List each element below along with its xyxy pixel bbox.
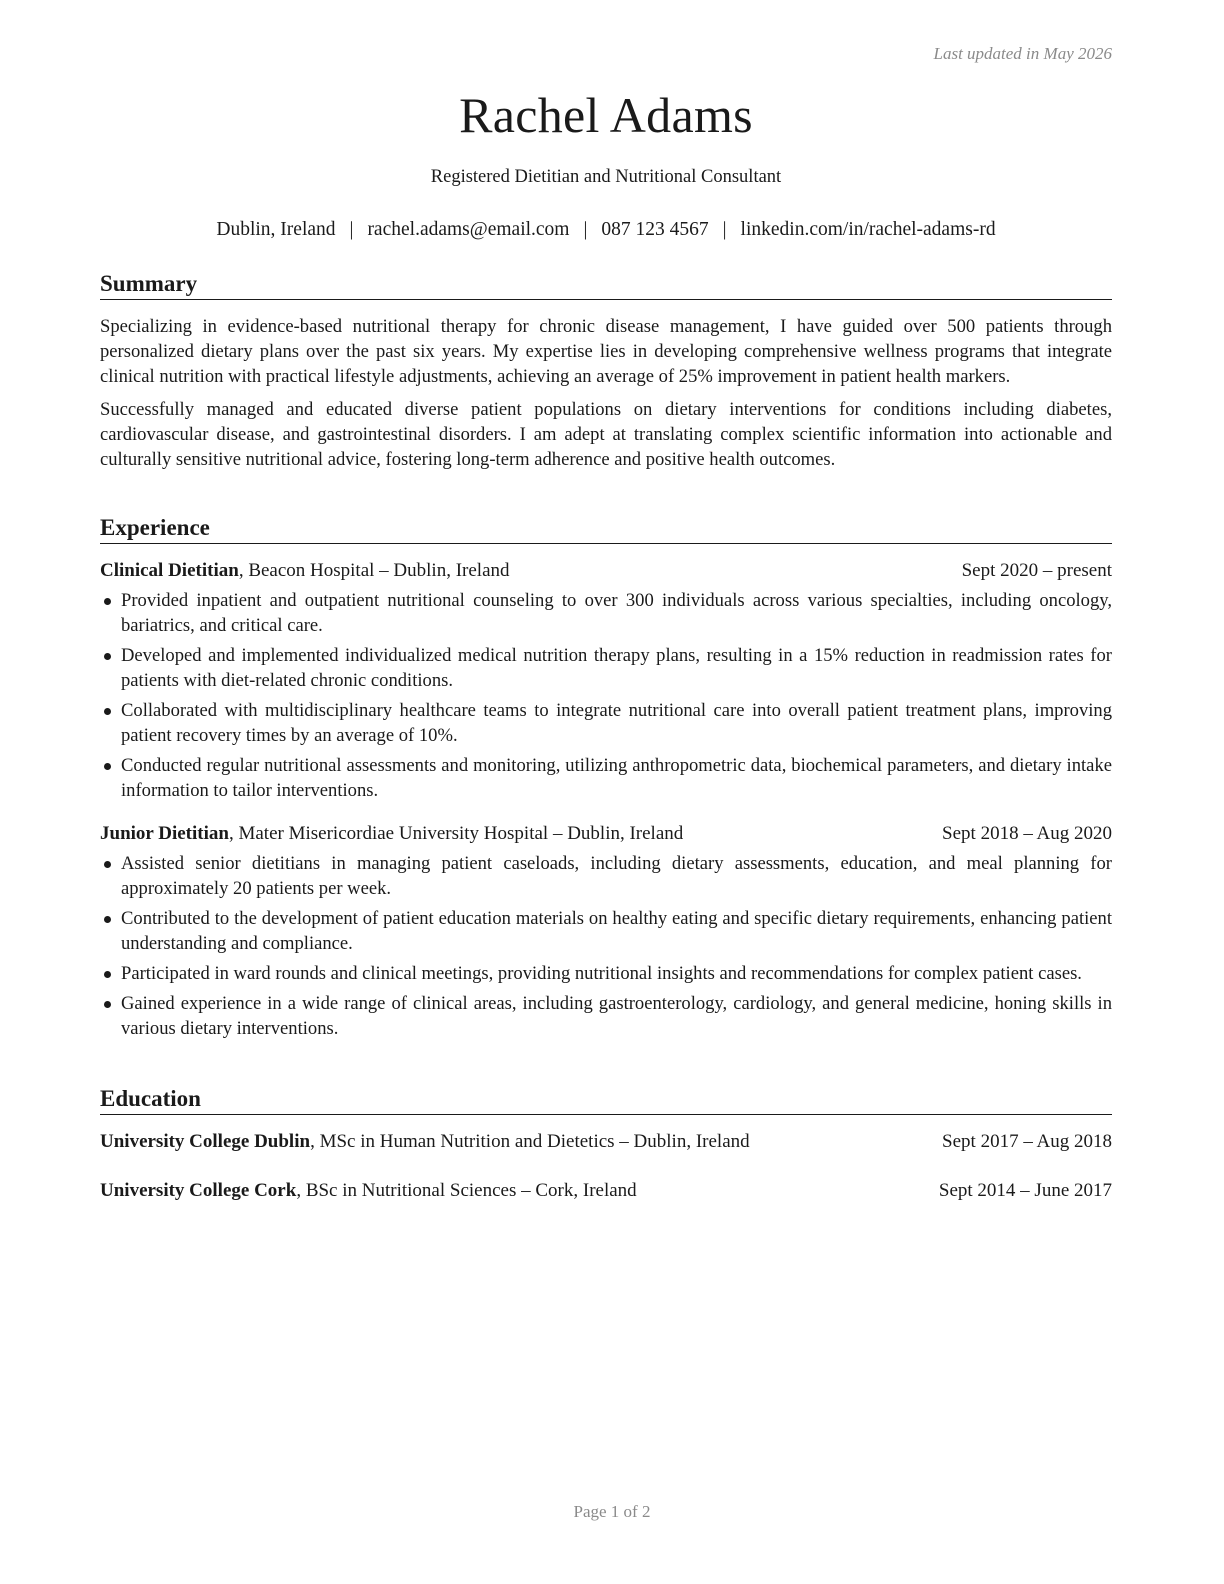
- job-header: [100, 558, 1112, 583]
- bullet-text: Participated in ward rounds and clinical meetings, providing nutritional insights and recommendations for complex patient cases.: [121, 963, 1082, 984]
- education-title-line: [100, 1178, 637, 1203]
- contact-separator: |: [583, 219, 588, 240]
- bullet-text: Developed and implemented individualized medical nutrition therapy plans, resulting in a 15% reduction in readmission rates for patients with diet-related chronic conditions.: [121, 645, 1112, 691]
- contact-separator: |: [722, 219, 727, 240]
- list-item: [100, 906, 1112, 956]
- list-item: [100, 851, 1112, 901]
- bullet-icon: [104, 1001, 111, 1008]
- bullet-text: Gained experience in a wide range of clinical areas, including gastroenterology, cardiology, and general medicine, honing skills in various dietary interventions.: [121, 993, 1112, 1039]
- bullet-icon: [104, 653, 111, 660]
- education-school: University College Dublin: [100, 1131, 311, 1152]
- list-item: [100, 991, 1112, 1041]
- education-entry: [100, 1178, 1112, 1203]
- job-role: Junior Dietitian: [100, 823, 229, 844]
- contact-line: [100, 219, 1112, 241]
- bullet-text: Provided inpatient and outpatient nutritional counseling to over 300 individuals across various specialties, including oncology, bariatrics, and critical care.: [121, 590, 1112, 636]
- bullet-icon: [104, 971, 111, 978]
- bullet-icon: [104, 861, 111, 868]
- education-degree: , MSc in Human Nutrition and Dietetics – Dublin, Ireland: [310, 1131, 750, 1152]
- job-bullet-list: [100, 588, 1112, 803]
- summary-paragraph: Successfully managed and educated diverse patient populations on dietary interventions for conditions including diabetes, cardiovascular disease, and gastrointestinal disorders. I am adept at translating complex scientific information into actionable and culturally sensitive nutritional advice, fostering long-term adherence and positive health outcomes.: [100, 399, 1112, 470]
- list-item: [100, 698, 1112, 748]
- candidate-headline: Registered Dietitian and Nutritional Consultant: [430, 167, 782, 187]
- bullet-icon: [104, 598, 111, 605]
- contact-separator: |: [349, 219, 354, 240]
- experience-section: [100, 514, 1112, 1046]
- education-dates: Sept 2017 – Aug 2018: [942, 1131, 1112, 1152]
- job-bullet-list: [100, 851, 1112, 1041]
- job-title-line: [100, 821, 683, 846]
- list-item: [100, 588, 1112, 638]
- list-item: [100, 643, 1112, 693]
- education-entry: [100, 1129, 1112, 1154]
- contact-linkedin-link[interactable]: linkedin.com/in/rachel-adams-rd: [740, 219, 996, 240]
- list-item: [100, 961, 1112, 986]
- job-organization: , Mater Misericordiae University Hospital – Dublin, Ireland: [228, 823, 684, 844]
- education-school: University College Cork: [100, 1180, 297, 1201]
- summary-section: [100, 270, 1112, 472]
- job-entry: [100, 558, 1112, 803]
- education-section: [100, 1085, 1112, 1203]
- job-header: [100, 821, 1112, 846]
- section-title-summary: Summary: [100, 270, 1112, 300]
- bullet-icon: [104, 763, 111, 770]
- job-entry: [100, 821, 1112, 1041]
- contact-email-link[interactable]: rachel.adams@email.com: [367, 219, 570, 240]
- last-updated-note: Last updated in May 2026: [933, 44, 1112, 63]
- job-organization: , Beacon Hospital – Dublin, Ireland: [238, 560, 510, 581]
- job-title-line: [100, 558, 510, 583]
- bullet-icon: [104, 708, 111, 715]
- bullet-text: Assisted senior dietitians in managing patient caseloads, including dietary assessments, education, and meal planning for approximately 20 patients per week.: [121, 853, 1112, 899]
- education-degree: , BSc in Nutritional Sciences – Cork, Ireland: [296, 1180, 637, 1201]
- bullet-text: Contributed to the development of patient education materials on healthy eating and specific dietary requirements, enhancing patient understanding and compliance.: [121, 908, 1112, 954]
- bullet-icon: [104, 916, 111, 923]
- section-title-experience: Experience: [100, 514, 1112, 544]
- contact-location: Dublin, Ireland: [216, 219, 336, 240]
- job-role: Clinical Dietitian: [100, 560, 239, 581]
- section-title-education: Education: [100, 1085, 1112, 1115]
- page-indicator: Page 1 of 2: [573, 1502, 651, 1521]
- education-title-line: [100, 1129, 750, 1154]
- education-dates: Sept 2014 – June 2017: [938, 1180, 1112, 1201]
- contact-phone: 087 123 4567: [601, 219, 709, 240]
- bullet-text: Conducted regular nutritional assessments and monitoring, utilizing anthropometric data, biochemical parameters, and dietary intake information to tailor interventions.: [121, 755, 1112, 801]
- bullet-text: Collaborated with multidisciplinary healthcare teams to integrate nutritional care into overall patient treatment plans, improving patient recovery times by an average of 10%.: [121, 700, 1112, 746]
- job-dates: Sept 2020 – present: [961, 560, 1112, 581]
- job-dates: Sept 2018 – Aug 2020: [942, 823, 1112, 844]
- summary-paragraph: Specializing in evidence-based nutritional therapy for chronic disease management, I have guided over 500 patients through personalized dietary plans over the past six years. My expertise lies in developing comprehensive wellness programs that integrate clinical nutrition with practical lifestyle adjustments, achieving an average of 25% improvement in patient health markers.: [100, 316, 1112, 387]
- candidate-name: Rachel Adams: [459, 87, 753, 143]
- list-item: [100, 753, 1112, 803]
